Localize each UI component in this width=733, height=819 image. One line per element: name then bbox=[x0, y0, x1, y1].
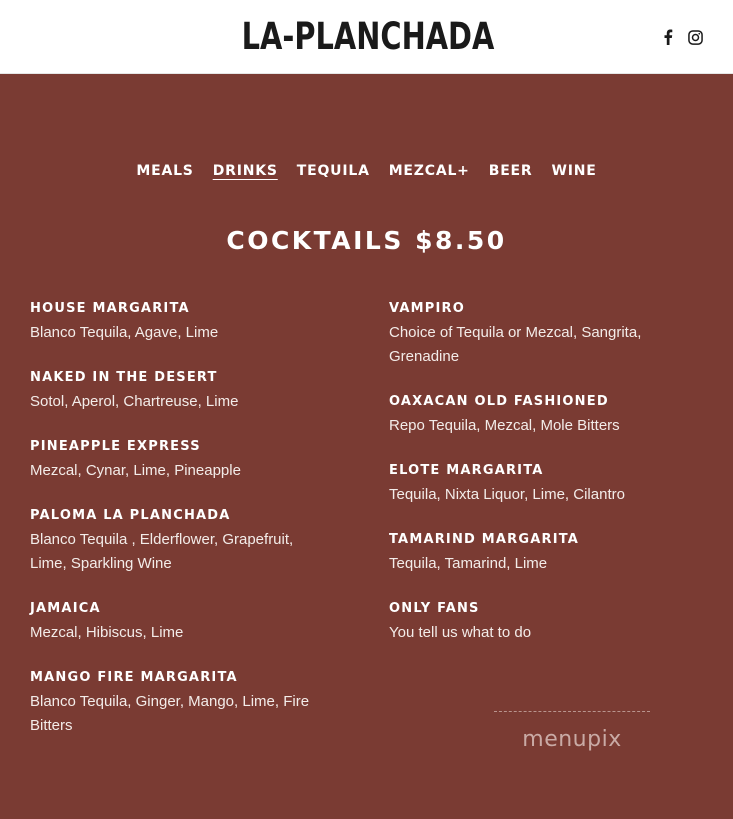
menu-item-name: HOUSE MARGARITA bbox=[30, 301, 190, 316]
menu-item bbox=[389, 298, 669, 369]
nav-mezcal[interactable]: MEZCAL+ bbox=[388, 163, 470, 179]
menu-item-desc: Mezcal, Hibiscus, Lime bbox=[30, 624, 184, 641]
menu-item bbox=[389, 598, 709, 645]
menu-category-nav bbox=[0, 163, 733, 179]
menu-column-left bbox=[30, 298, 350, 738]
menu-item-name: PALOMA LA PLANCHADA bbox=[30, 508, 231, 523]
menu-item bbox=[30, 667, 310, 738]
instagram-icon[interactable] bbox=[686, 28, 704, 46]
menu-item-desc: Sotol, Aperol, Chartreuse, Lime bbox=[30, 393, 239, 410]
menu-item-desc: Blanco Tequila, Ginger, Mango, Lime, Fire Bitters bbox=[30, 693, 310, 734]
menu-item-desc: Mezcal, Cynar, Lime, Pineapple bbox=[30, 462, 241, 479]
menu-item-desc: Tequila, Nixta Liquor, Lime, Cilantro bbox=[389, 486, 625, 503]
menu-item-name: MANGO FIRE MARGARITA bbox=[30, 670, 238, 685]
nav-wine[interactable]: WINE bbox=[551, 163, 597, 179]
menu-item bbox=[30, 505, 310, 576]
nav-drinks[interactable]: DRINKS bbox=[212, 163, 278, 179]
nav-meals[interactable]: MEALS bbox=[136, 163, 194, 179]
menu-item bbox=[389, 391, 709, 438]
menu-item-desc: Choice of Tequila or Mezcal, Sangrita, Grenadine bbox=[389, 324, 642, 365]
menu-item bbox=[30, 367, 350, 414]
menu-item-desc: Tequila, Tamarind, Lime bbox=[389, 555, 548, 572]
menupix-watermark: menupix bbox=[494, 711, 650, 767]
menu-item-name: NAKED IN THE DESERT bbox=[30, 370, 218, 385]
menu-item bbox=[30, 598, 350, 645]
menu-item-name: PINEAPPLE EXPRESS bbox=[30, 439, 201, 454]
facebook-icon[interactable] bbox=[659, 28, 677, 46]
menu-item bbox=[389, 460, 709, 507]
menu-item-name: JAMAICA bbox=[30, 601, 101, 616]
logo[interactable]: LA-PLANCHADA bbox=[241, 14, 495, 58]
menu-item-name: ONLY FANS bbox=[389, 601, 480, 616]
menu-item-name: ELOTE MARGARITA bbox=[389, 463, 544, 478]
nav-tequila[interactable]: TEQUILA bbox=[296, 163, 370, 179]
menu-item-desc: Repo Tequila, Mezcal, Mole Bitters bbox=[389, 417, 620, 434]
menu-item-name: OAXACAN OLD FASHIONED bbox=[389, 394, 609, 409]
section-title: COCKTAILS $8.50 bbox=[226, 226, 507, 255]
nav-beer[interactable]: BEER bbox=[488, 163, 533, 179]
menu-item bbox=[30, 436, 350, 483]
menu-item-name: TAMARIND MARGARITA bbox=[389, 532, 580, 547]
menu-item bbox=[389, 529, 709, 576]
menu-item-name: VAMPIRO bbox=[389, 301, 466, 316]
menu-item-desc: Blanco Tequila , Elderflower, Grapefruit, Lime, Sparkling Wine bbox=[30, 531, 294, 572]
menu-item bbox=[30, 298, 350, 345]
menu-column-right bbox=[389, 298, 709, 645]
menu-item-desc: You tell us what to do bbox=[389, 624, 532, 641]
site-header bbox=[0, 0, 733, 74]
menu-item-desc: Blanco Tequila, Agave, Lime bbox=[30, 324, 219, 341]
